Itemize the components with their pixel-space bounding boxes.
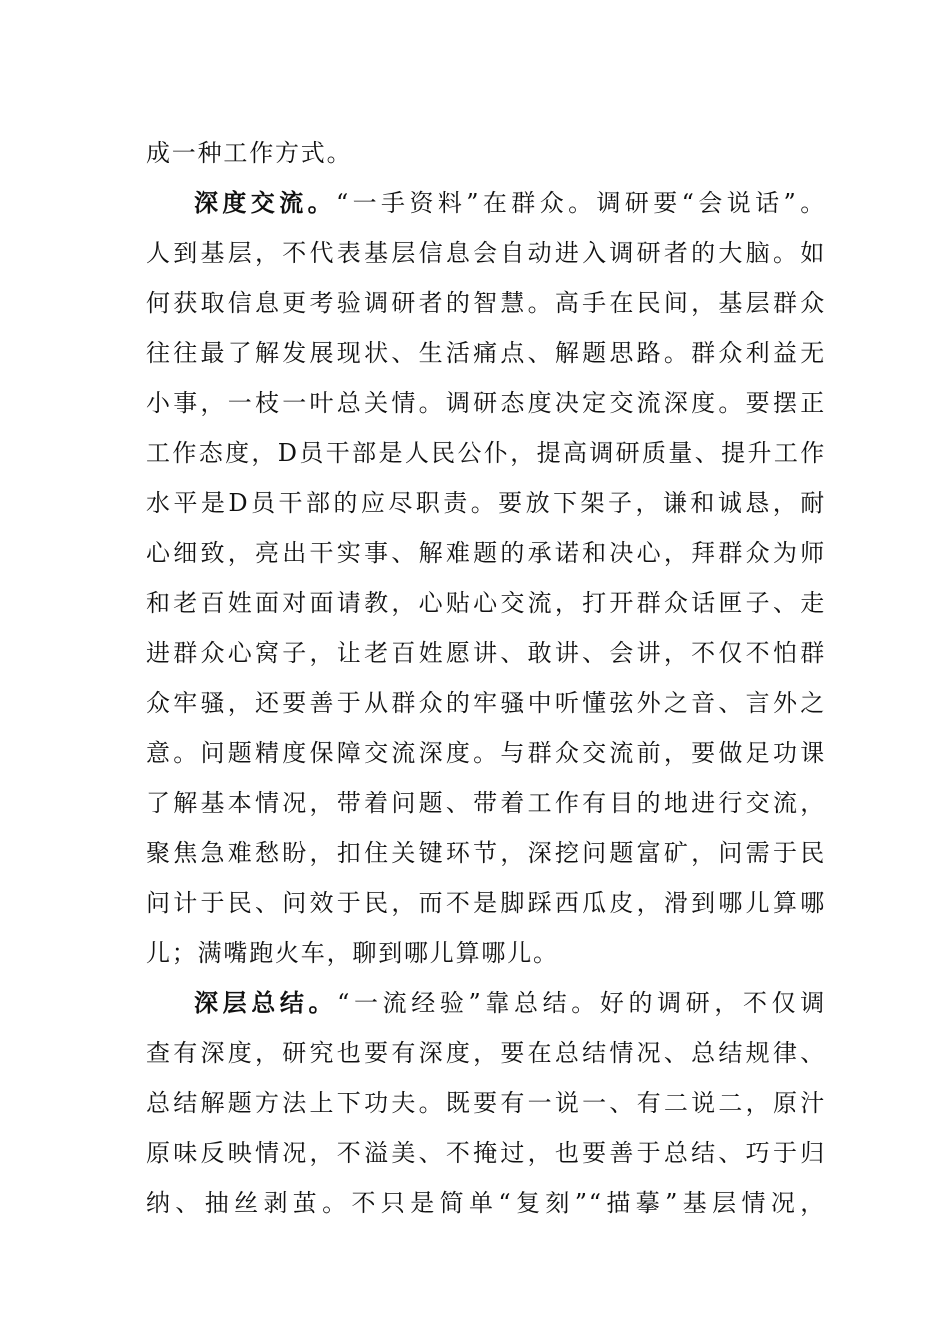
text-line: 成一种工作方式。: [146, 139, 353, 167]
text-line: 了解基本情况，带着问题、带着工作有目的地进行交流，: [146, 789, 826, 817]
text-line: 心细致，亮出干实事、解难题的承诺和决心，拜群众为师: [146, 539, 826, 567]
text-line: 问计于民、问效于民，而不是脚踩西瓜皮，滑到哪儿算哪: [146, 889, 826, 917]
text-line: 人到基层，不代表基层信息会自动进入调研者的大脑。如: [146, 239, 826, 267]
document-body: [146, 128, 826, 1228]
text-line: 查有深度，研究也要有深度，要在总结情况、总结规律、: [146, 1039, 826, 1067]
text-line: 总结解题方法上下功夫。既要有一说一、有二说二，原汁: [146, 1089, 826, 1117]
paragraph-first-line: 深度交流。“一手资料”在群众。调研要“会说话”。: [194, 189, 826, 217]
text-line: 工作态度，D员干部是人民公仆，提高调研质量、提升工作: [146, 439, 826, 467]
text-line: 和老百姓面对面请教，心贴心交流，打开群众话匣子、走: [146, 589, 826, 617]
text-line: 进群众心窝子，让老百姓愿讲、敢讲、会讲，不仅不怕群: [146, 639, 826, 667]
text-line: 往往最了解发展现状、生活痛点、解题思路。群众利益无: [146, 339, 826, 367]
text-line: 原味反映情况，不溢美、不掩过，也要善于总结、巧于归: [146, 1139, 826, 1167]
paragraph-first-line: 深层总结。“一流经验”靠总结。好的调研，不仅调: [194, 989, 826, 1017]
text-line: 众牢骚，还要善于从群众的牢骚中听懂弦外之音、言外之: [146, 689, 826, 717]
text-line: 意。问题精度保障交流深度。与群众交流前，要做足功课: [146, 739, 826, 767]
text-line: 儿；满嘴跑火车，聊到哪儿算哪儿。: [146, 939, 559, 967]
text-line: 纳、抽丝剥茧。不只是简单“复刻”“描摹”基层情况，: [146, 1189, 826, 1217]
paragraph-heading: 深度交流。: [194, 189, 336, 217]
text-line: 水平是D员干部的应尽职责。要放下架子，谦和诚恳，耐: [146, 489, 826, 517]
text-line: 小事，一枝一叶总关情。调研态度决定交流深度。要摆正: [146, 389, 826, 417]
text-line: 何获取信息更考验调研者的智慧。高手在民间，基层群众: [146, 289, 826, 317]
text-line: 聚焦急难愁盼，扣住关键环节，深挖问题富矿，问需于民: [146, 839, 826, 867]
paragraph-heading: 深层总结。: [194, 989, 338, 1017]
